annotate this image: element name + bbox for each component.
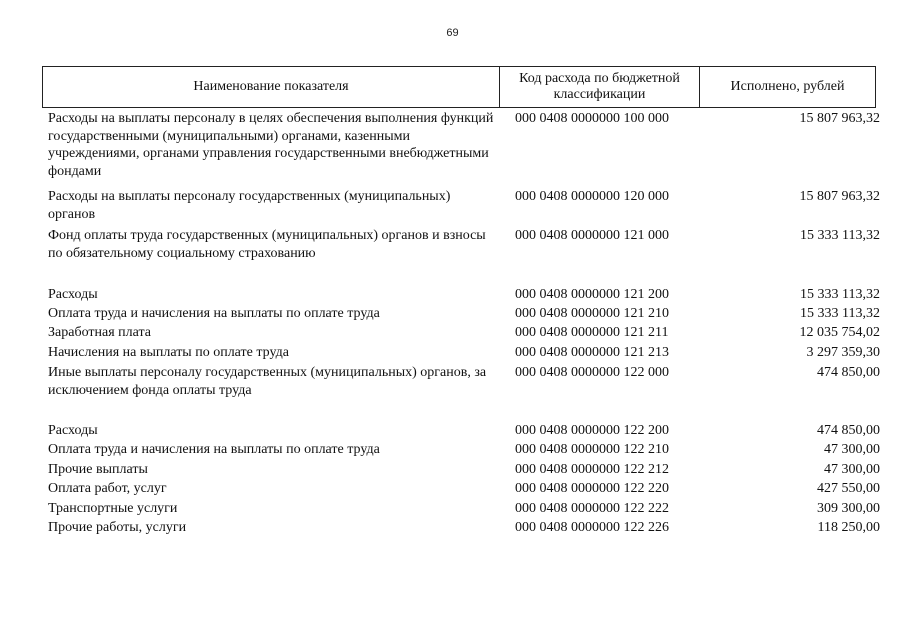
table-header	[42, 66, 876, 108]
row-amount: 12 035 754,02	[799, 325, 880, 340]
row-code: 000 0408 0000000 122 210	[515, 442, 669, 457]
row-name: Оплата труда и начисления на выплаты по оплате труда	[48, 442, 380, 457]
row-code: 000 0408 0000000 120 000	[515, 189, 669, 204]
row-amount: 3 297 359,30	[806, 345, 880, 360]
row-amount: 15 333 113,32	[800, 306, 880, 321]
row-code: 000 0408 0000000 122 226	[515, 520, 669, 535]
row-name: Оплата труда и начисления на выплаты по оплате труда	[48, 306, 380, 321]
row-amount: 118 250,00	[817, 520, 880, 535]
page-number: 69	[446, 27, 459, 39]
row-code: 000 0408 0000000 122 222	[515, 501, 669, 516]
row-name: Иные выплаты персоналу государственных (муниципальных) органов, за исключением фонда оплаты труда	[48, 365, 487, 398]
row-name: Прочие выплаты	[48, 462, 148, 477]
header-name: Наименование показателя	[193, 79, 349, 94]
row-code: 000 0408 0000000 122 220	[515, 481, 669, 496]
row-name: Начисления на выплаты по оплате труда	[48, 345, 289, 360]
row-code: 000 0408 0000000 121 210	[515, 306, 669, 321]
row-name: Прочие работы, услуги	[48, 520, 187, 535]
row-code: 000 0408 0000000 121 000	[515, 228, 669, 243]
row-code: 000 0408 0000000 121 211	[515, 325, 669, 340]
row-amount: 15 807 963,32	[799, 111, 880, 126]
row-name: Расходы	[48, 423, 98, 438]
row-code: 000 0408 0000000 122 200	[515, 423, 669, 438]
row-amount: 309 300,00	[817, 501, 880, 516]
row-name: Расходы на выплаты персоналу в целях обеспечения выполнения функций государственными (муниципальными) органами, казенными учреждениями, органами управления государственными внебюджетными фондами	[48, 111, 494, 179]
row-name: Оплата работ, услуг	[48, 481, 167, 496]
row-amount: 474 850,00	[817, 365, 880, 380]
row-name: Расходы	[48, 287, 98, 302]
row-amount: 15 333 113,32	[800, 228, 880, 243]
row-amount: 47 300,00	[824, 462, 880, 477]
row-code: 000 0408 0000000 100 000	[515, 111, 669, 126]
row-amount: 474 850,00	[817, 423, 880, 438]
row-amount: 15 807 963,32	[799, 189, 880, 204]
header-code: Код расхода по бюджетной классификации	[499, 67, 699, 107]
row-name: Транспортные услуги	[48, 501, 178, 516]
row-code: 000 0408 0000000 122 000	[515, 365, 669, 380]
row-name: Заработная плата	[48, 325, 151, 340]
row-code: 000 0408 0000000 122 212	[515, 462, 669, 477]
row-name: Расходы на выплаты персоналу государственных (муниципальных) органов	[48, 189, 451, 222]
row-name: Фонд оплаты труда государственных (муниципальных) органов и взносы по обязательному социальному страхованию	[48, 228, 486, 261]
row-code: 000 0408 0000000 121 213	[515, 345, 669, 360]
header-amount: Исполнено, рублей	[699, 67, 875, 107]
row-code: 000 0408 0000000 121 200	[515, 287, 669, 302]
row-amount: 427 550,00	[817, 481, 880, 496]
row-amount: 47 300,00	[824, 442, 880, 457]
row-amount: 15 333 113,32	[800, 287, 880, 302]
